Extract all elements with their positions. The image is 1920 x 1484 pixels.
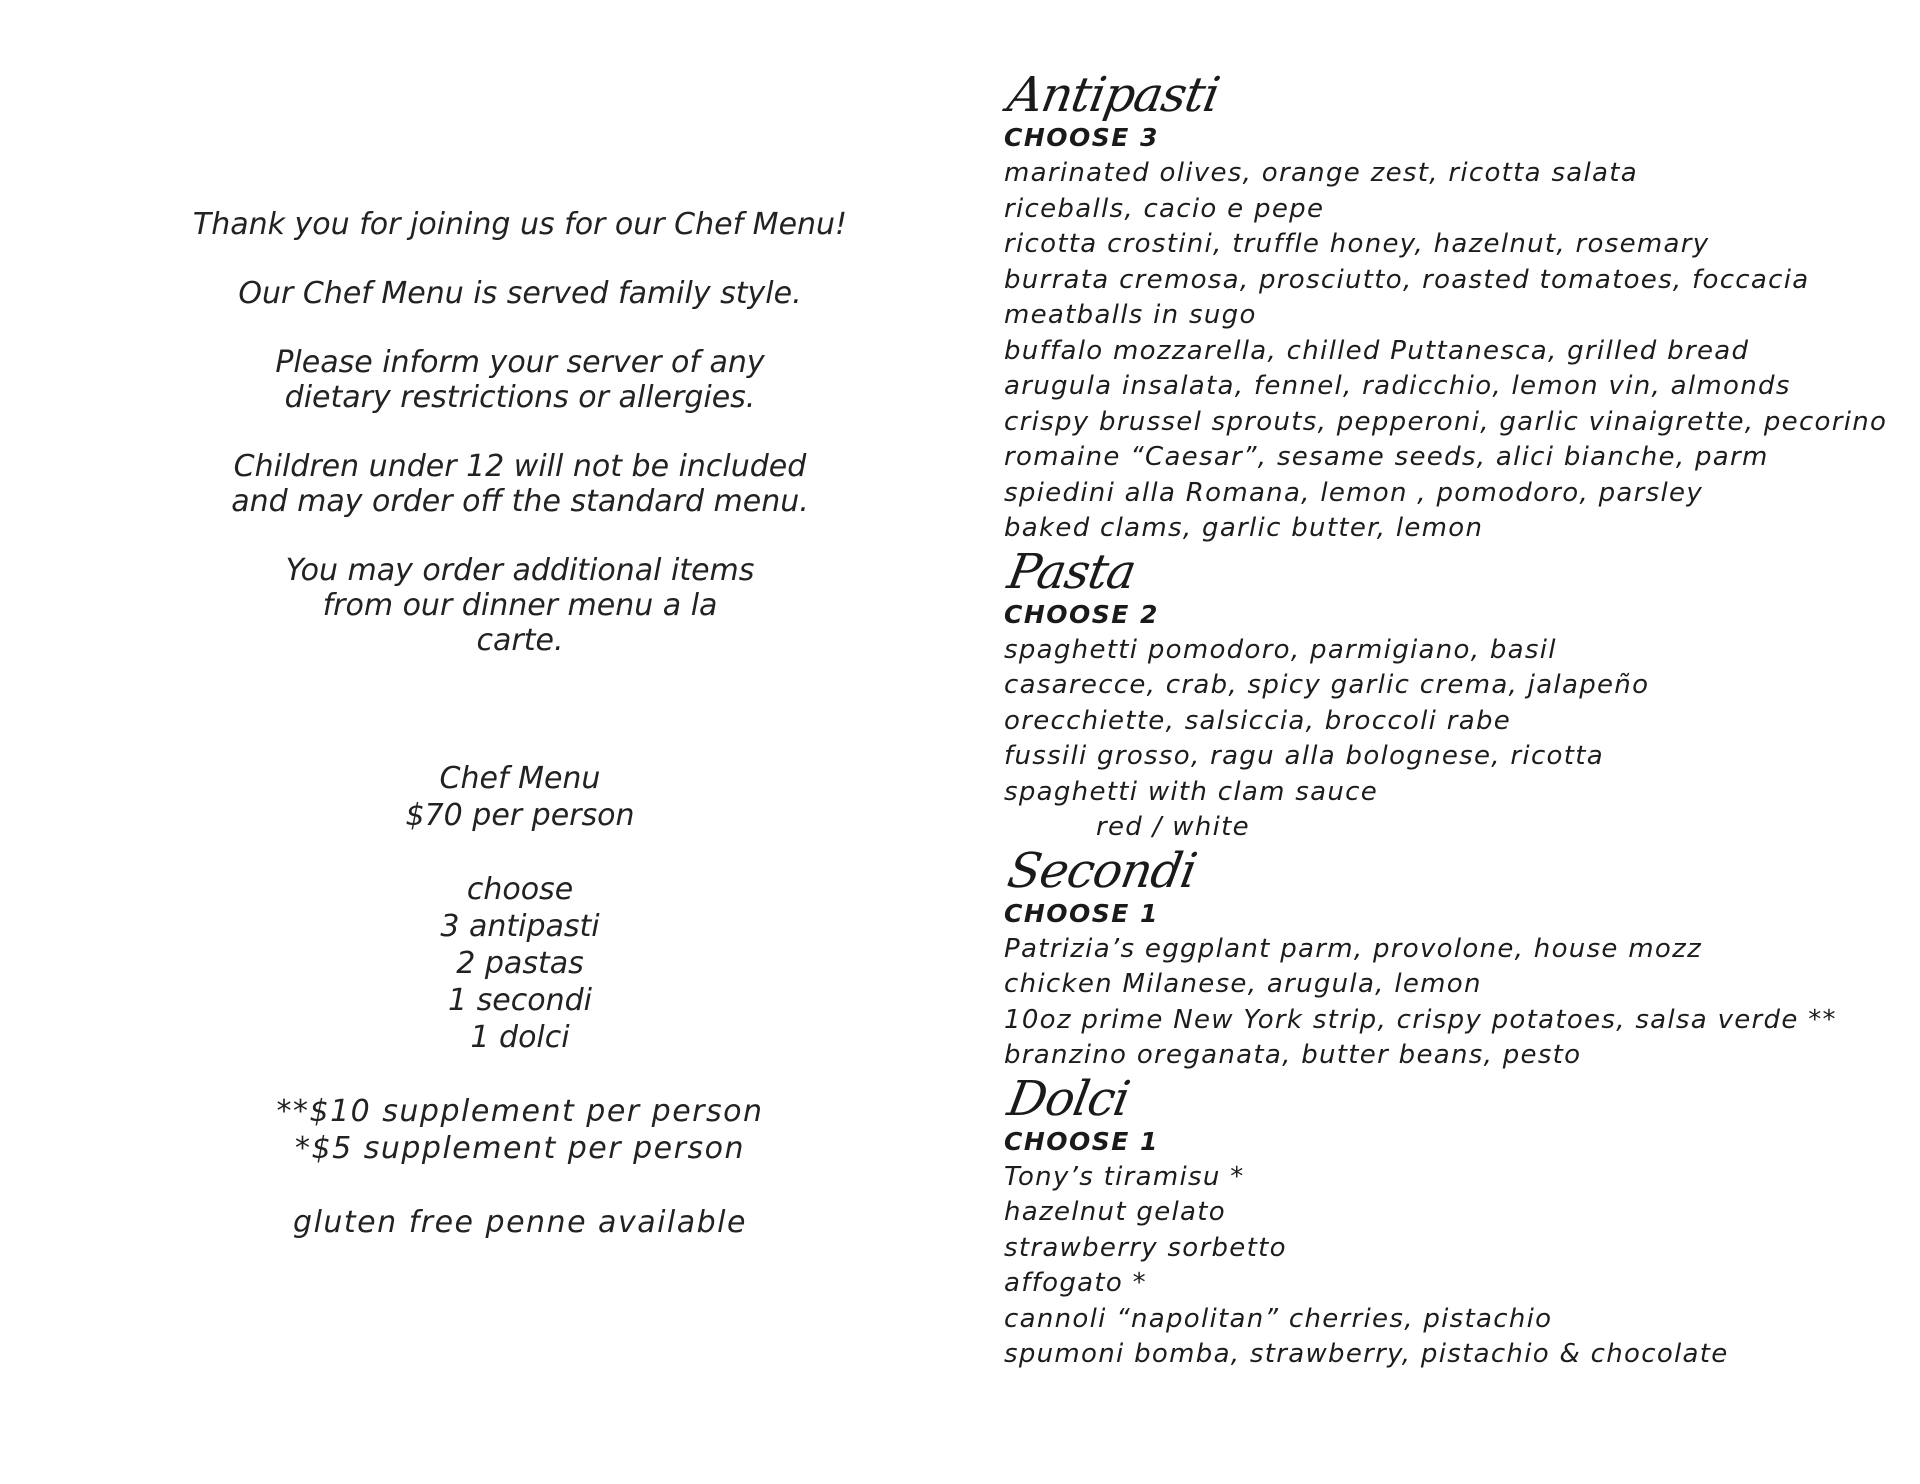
pasta-list [1004, 633, 1904, 846]
antipasti-list [1004, 156, 1904, 547]
intro-a-la-carte: You may order additional items from our dinner menu a la carte. [285, 553, 755, 658]
list-item: burrata cremosa, prosciutto, roasted tomatoes, foccacia [1004, 264, 1810, 295]
choose-pasta: CHOOSE 2 [1004, 599, 1159, 629]
list-item: fussili grosso, ragu alla bolognese, ricotta [1004, 741, 1604, 771]
section-title-pasta: Pasta [1003, 543, 1140, 600]
left-column [100, 0, 940, 1484]
list-item: baked clams, garlic butter, lemon [1004, 513, 1484, 543]
list-item: ricotta crostini, truffle honey, hazelnut, rosemary [1004, 229, 1710, 259]
list-item: Tony’s tiramisu * [1004, 1161, 1245, 1192]
choose-antipasti: CHOOSE 3 [1004, 123, 1159, 152]
section-title-dolci: Dolci [1003, 1070, 1134, 1127]
list-item: hazelnut gelato [1004, 1197, 1226, 1227]
list-item: riceballs, cacio e pepe [1004, 193, 1325, 224]
list-item: cannoli “napolitan” cherries, pistachio [1004, 1303, 1553, 1334]
summary-choice-dolci: 1 dolci [470, 1020, 570, 1055]
intro-children: Children under 12 will not be included and may order off the standard menu. [231, 449, 809, 519]
summary-choice-pastas: 2 pastas [456, 946, 584, 981]
list-item: buffalo mozzarella, chilled Puttanesca, grilled bread [1004, 335, 1750, 366]
secondi-list [1004, 932, 1904, 1074]
list-item: spiedini alla Romana, lemon , pomodoro, parsley [1004, 477, 1704, 508]
list-item: 10oz prime New York strip, crispy potatoes, salsa verde ** [1004, 1004, 1837, 1035]
intro-dietary: Please inform your server of any dietary restrictions or allergies. [275, 345, 765, 415]
list-item: branzino oreganata, butter beans, pesto [1004, 1040, 1582, 1070]
choose-secondi: CHOOSE 1 [1004, 898, 1159, 928]
summary-price: $70 per person [405, 798, 635, 833]
list-item: orecchiette, salsiccia, broccoli rabe [1004, 705, 1512, 736]
list-item: casarecce, crab, spicy garlic crema, jalapeño [1004, 670, 1650, 700]
section-secondi [1003, 842, 1904, 1074]
supplement-10-note: **$10 supplement per person [276, 1094, 764, 1129]
section-antipasti [1003, 67, 1904, 547]
list-item: spaghetti with clam sauce [1004, 776, 1379, 807]
section-dolci [1003, 1070, 1904, 1373]
intro-thanks: Thank you for joining us for our Chef Menu! [192, 207, 848, 242]
list-item: spaghetti pomodoro, parmigiano, basil [1004, 634, 1557, 665]
summary-choose-label: choose [466, 872, 574, 907]
summary-choice-antipasti: 3 antipasti [440, 909, 600, 944]
dolci-list [1004, 1160, 1904, 1373]
list-item-sub: red / white [1096, 812, 1250, 842]
intro-notes [100, 207, 940, 692]
list-item: spumoni bomba, strawberry, pistachio & chocolate [1004, 1339, 1729, 1369]
supplement-5-note: *$5 supplement per person [295, 1131, 745, 1166]
list-item: affogato * [1004, 1268, 1147, 1298]
list-item: crispy brussel sprouts, pepperoni, garlic vinaigrette, pecorino [1004, 406, 1888, 437]
list-item: Patrizia’s eggplant parm, provolone, house mozz [1004, 933, 1703, 964]
choose-dolci: CHOOSE 1 [1004, 1126, 1159, 1156]
right-column [1003, 67, 1904, 1373]
intro-family-style: Our Chef Menu is served family style. [238, 276, 802, 311]
list-item: chicken Milanese, arugula, lemon [1004, 969, 1482, 999]
summary-title: Chef Menu [439, 761, 601, 796]
list-item: romaine “Caesar”, sesame seeds, alici bianche, parm [1004, 442, 1769, 472]
summary-choice-secondi: 1 secondi [448, 983, 592, 1018]
list-item: arugula insalata, fennel, radicchio, lemon vin, almonds [1004, 371, 1791, 401]
list-item: marinated olives, orange zest, ricotta salata [1004, 158, 1639, 188]
chef-menu-summary [100, 760, 940, 1278]
section-title-antipasti: Antipasti [1003, 67, 1224, 123]
list-item: strawberry sorbetto [1004, 1232, 1287, 1263]
section-title-secondi: Secondi [1003, 842, 1201, 899]
list-item: meatballs in sugo [1004, 300, 1257, 330]
section-pasta [1003, 543, 1904, 846]
gluten-free-note: gluten free penne available [293, 1205, 747, 1240]
